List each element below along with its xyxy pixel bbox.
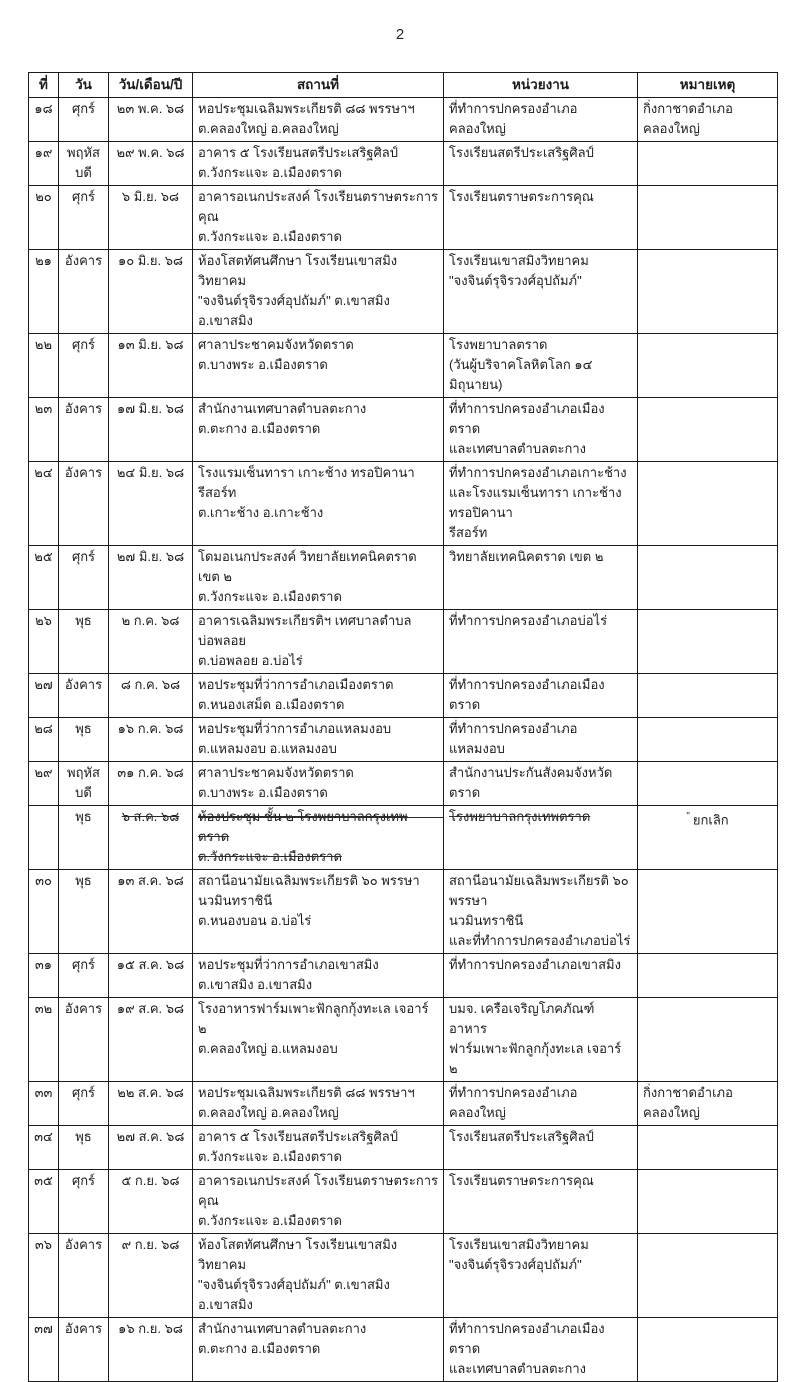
- cell-date: [109, 1318, 193, 1382]
- cell-agency: [444, 186, 638, 250]
- cell-place: [193, 250, 444, 334]
- table-row: [29, 98, 778, 142]
- text-line: หอประชุมที่ว่าการอำเภอเมืองตราด: [198, 677, 394, 692]
- cell-place: [193, 334, 444, 398]
- cell-no: ๒๗: [29, 674, 59, 718]
- cell-date: [109, 998, 193, 1082]
- cell-remark: [638, 998, 778, 1082]
- cell-day: ศุกร์: [59, 954, 109, 998]
- text-line: ที่ทำการปกครองอำเภอเกาะช้าง: [449, 465, 627, 480]
- text-line: โรงเรียนสตรีประเสริฐศิลป์: [449, 1129, 594, 1144]
- text-line: ต.ตะกาง อ.เมืองตราด: [198, 421, 321, 436]
- cell-remark: [638, 1234, 778, 1318]
- cell-date: [109, 462, 193, 546]
- cell-place: [193, 186, 444, 250]
- text-line: ที่ทำการปกครองอำเภอเมืองตราด: [449, 1321, 605, 1356]
- text-line: สำนักงานประกันสังคมจังหวัดตราด: [449, 765, 613, 800]
- cell-remark: [638, 674, 778, 718]
- cell-day: พุธ: [59, 718, 109, 762]
- date-text: ๕ ก.ย. ๖๘: [121, 1173, 180, 1188]
- cell-no: ๒๒: [29, 334, 59, 398]
- text-line: [198, 847, 438, 867]
- column-header-agency: หน่วยงาน: [444, 73, 638, 98]
- text-line: ศาลาประชาคมจังหวัดตราด: [198, 337, 354, 352]
- cell-date: [109, 1126, 193, 1170]
- cell-no: ๓๒: [29, 998, 59, 1082]
- text-line: ห้องโสตทัศนศึกษา โรงเรียนเขาสมิงวิทยาคม: [198, 253, 398, 288]
- cell-no: ๓๐: [29, 870, 59, 954]
- text-line: ต.คลองใหญ่ อ.แหลมงอบ: [198, 1041, 338, 1056]
- cell-remark: [638, 546, 778, 610]
- table-row: [29, 250, 778, 334]
- cell-place: [193, 954, 444, 998]
- text-line: [198, 807, 438, 847]
- cell-day: อังคาร: [59, 1318, 109, 1382]
- cell-day: ศุกร์: [59, 98, 109, 142]
- text-line: โรงอาหารฟาร์มเพาะฟักลูกกุ้งทะเล เจอาร์ ๒: [198, 1001, 429, 1036]
- date-text: ๓๑ ก.ค. ๖๘: [117, 765, 184, 780]
- text-line: นวมินทราชินี: [449, 913, 524, 928]
- cell-no: ๒๙: [29, 762, 59, 806]
- cell-no: ๒๘: [29, 718, 59, 762]
- cell-agency: [444, 762, 638, 806]
- handwritten-mark: ": [686, 811, 690, 822]
- text-line: โรงเรียนตราษตระการคุณ: [449, 189, 594, 204]
- cell-day: ศุกร์: [59, 546, 109, 610]
- cell-agency: [444, 334, 638, 398]
- cell-agency: [444, 1126, 638, 1170]
- text-line: ที่ทำการปกครองอำเภอบ่อไร่: [449, 613, 608, 628]
- text-line: โรงแรมเซ็นทารา เกาะช้าง ทรอปิคานา รีสอร์ท: [198, 465, 415, 500]
- cell-no: ๓๖: [29, 1234, 59, 1318]
- cell-place: [193, 870, 444, 954]
- table-row: [29, 398, 778, 462]
- cell-no: ๑๙: [29, 142, 59, 186]
- cell-place: [193, 762, 444, 806]
- cell-agency: [444, 546, 638, 610]
- text-line: ที่ทำการปกครองอำเภอคลองใหญ่: [449, 1085, 578, 1120]
- date-text: ๒๗ ส.ค. ๖๘: [116, 1129, 185, 1144]
- cell-day: ศุกร์: [59, 1170, 109, 1234]
- text-line: ต.เขาสมิง อ.เขาสมิง: [198, 977, 313, 992]
- date-text: ๒ ก.ค. ๖๘: [121, 613, 180, 628]
- cell-no: ๒๔: [29, 462, 59, 546]
- cell-agency: [444, 250, 638, 334]
- text-line: หอประชุมที่ว่าการอำเภอเขาสมิง: [198, 957, 379, 972]
- column-header-day: วัน: [59, 73, 109, 98]
- text-line: วิทยาลัยเทคนิคตราด เขต ๒: [449, 549, 604, 564]
- text-line: (วันผู้บริจาคโลหิตโลก ๑๔ มิถุนายน): [449, 357, 593, 392]
- text-line: ต.เกาะช้าง อ.เกาะช้าง: [198, 505, 324, 520]
- struck-text: ห้องประชุม ชั้น ๒ โรงพยาบาลกรุงเทพตราด: [198, 809, 408, 844]
- text-line: ต.วังกระแจะ อ.เมืองตราด: [198, 165, 342, 180]
- cell-no: ๓๓: [29, 1082, 59, 1126]
- cell-day: พุธ: [59, 610, 109, 674]
- cell-remark: [638, 610, 778, 674]
- text-line: ต.คลองใหญ่ อ.คลองใหญ่: [198, 121, 339, 136]
- text-line: สถานีอนามัยเฉลิมพระเกียรติ ๖๐ พรรษา: [449, 873, 629, 908]
- cell-agency: [444, 870, 638, 954]
- cell-agency: [444, 142, 638, 186]
- cell-day: อังคาร: [59, 674, 109, 718]
- cell-agency: [444, 398, 638, 462]
- date-text: ๑๗ มิ.ย. ๖๘: [117, 401, 184, 416]
- cell-place: [193, 1126, 444, 1170]
- cell-day: ศุกร์: [59, 186, 109, 250]
- table-row-cancelled: [29, 806, 778, 870]
- table-row: [29, 546, 778, 610]
- date-text: ๙ ก.ย. ๖๘: [121, 1237, 180, 1252]
- text-line: บมจ. เครือเจริญโภคภัณฑ์อาหาร: [449, 1001, 595, 1036]
- date-text: ๒๙ พ.ค. ๖๘: [116, 145, 185, 160]
- cell-remark: [638, 806, 778, 870]
- text-line: ต.บางพระ อ.เมืองตราด: [198, 357, 328, 372]
- cell-place: [193, 718, 444, 762]
- cell-date: [109, 142, 193, 186]
- date-text: ๑๓ มิ.ย. ๖๘: [117, 337, 184, 352]
- cell-date: [109, 1170, 193, 1234]
- cell-date: [109, 610, 193, 674]
- column-header-date: วัน/เดือน/ปี: [109, 73, 193, 98]
- text-line: ต.บางพระ อ.เมืองตราด: [198, 785, 328, 800]
- text-line: อาคาร ๕ โรงเรียนสตรีประเสริฐศิลป์: [198, 1129, 398, 1144]
- cell-place: [193, 610, 444, 674]
- cell-day: อังคาร: [59, 462, 109, 546]
- struck-text: โรงพยาบาลกรุงเทพตราด: [449, 809, 591, 824]
- cell-no: [29, 806, 59, 870]
- date-text: ๒๓ พ.ค. ๖๘: [116, 101, 185, 116]
- text-line: ต.บ่อพลอย อ.บ่อไร่: [198, 653, 303, 668]
- text-line: และเทศบาลตำบลตะกาง: [449, 441, 587, 456]
- cell-no: ๓๔: [29, 1126, 59, 1170]
- page-number: 2: [395, 26, 405, 43]
- cell-agency: [444, 1234, 638, 1318]
- cell-date: [109, 334, 193, 398]
- cell-agency: [444, 610, 638, 674]
- text-line: ที่ทำการปกครองอำเภอเมืองตราด: [449, 401, 605, 436]
- cell-agency: [444, 1318, 638, 1382]
- cell-no: ๒๕: [29, 546, 59, 610]
- cell-place: [193, 98, 444, 142]
- table-row: [29, 142, 778, 186]
- text-line: โดมอเนกประสงค์ วิทยาลัยเทคนิคตราด เขต ๒: [198, 549, 417, 584]
- date-text: ๑๓ ส.ค. ๖๘: [117, 873, 184, 888]
- text-line: โรงเรียนตราษตระการคุณ: [449, 1173, 594, 1188]
- schedule-body: [29, 98, 778, 1382]
- cell-agency: [444, 954, 638, 998]
- table-row: [29, 334, 778, 398]
- cell-date: [109, 718, 193, 762]
- cell-remark: [638, 954, 778, 998]
- text-line: "จงจินต์รุจิรวงศ์อุปถัมภ์" ต.เขาสมิง อ.เขาสมิง: [198, 1277, 390, 1312]
- cell-day: ศุกร์: [59, 1082, 109, 1126]
- cell-place: [193, 806, 444, 870]
- cell-remark: [638, 462, 778, 546]
- cell-agency: [444, 998, 638, 1082]
- text-line: ต.วังกระแจะ อ.เมืองตราด: [198, 1213, 342, 1228]
- cell-agency: [444, 1082, 638, 1126]
- text-line: ห้องโสตทัศนศึกษา โรงเรียนเขาสมิงวิทยาคม: [198, 1237, 398, 1272]
- cell-date: [109, 1234, 193, 1318]
- cell-remark: [638, 250, 778, 334]
- text-line: ต.วังกระแจะ อ.เมืองตราด: [198, 229, 342, 244]
- cell-day: อังคาร: [59, 250, 109, 334]
- table-row: [29, 462, 778, 546]
- table-row: [29, 870, 778, 954]
- cell-agency: [444, 1170, 638, 1234]
- cell-remark: [638, 762, 778, 806]
- date-text: ๒๒ ส.ค. ๖๘: [117, 1085, 184, 1100]
- table-row: [29, 1126, 778, 1170]
- table-header-row: [29, 73, 778, 98]
- cell-place: [193, 398, 444, 462]
- cell-no: ๒๐: [29, 186, 59, 250]
- cell-agency: [444, 462, 638, 546]
- cell-remark: [638, 1082, 778, 1126]
- cell-no: ๒๑: [29, 250, 59, 334]
- text-line: โรงเรียนสตรีประเสริฐศิลป์: [449, 145, 594, 160]
- cell-remark: [638, 1318, 778, 1382]
- struck-text: ต.วังกระแจะ อ.เมืองตราด: [198, 849, 342, 864]
- cell-date: [109, 546, 193, 610]
- schedule-table: [28, 72, 778, 1382]
- text-line: และโรงแรมเซ็นทารา เกาะช้าง ทรอปิคานา: [449, 485, 622, 520]
- remark-text: ยกเลิก: [692, 812, 729, 828]
- table-row: [29, 998, 778, 1082]
- text-line: ต.คลองใหญ่ อ.คลองใหญ่: [198, 1105, 339, 1120]
- text-line: ที่ทำการปกครองอำเภอแหลมงอบ: [449, 721, 578, 756]
- table-row: [29, 1170, 778, 1234]
- text-line: อาคารเฉลิมพระเกียรติฯ เทศบาลตำบลบ่อพลอย: [198, 613, 412, 648]
- cell-date: [109, 762, 193, 806]
- text-line: และเทศบาลตำบลตะกาง: [449, 1361, 587, 1376]
- table-row: [29, 186, 778, 250]
- text-line: รีสอร์ท: [449, 525, 488, 540]
- cell-date: [109, 954, 193, 998]
- text-line: โรงพยาบาลตราด: [449, 337, 548, 352]
- cell-place: [193, 546, 444, 610]
- date-text: ๘ ก.ค. ๖๘: [120, 677, 181, 692]
- cell-remark: [638, 98, 778, 142]
- cell-day: ศุกร์: [59, 334, 109, 398]
- text-line: ต.วังกระแจะ อ.เมืองตราด: [198, 1149, 342, 1164]
- cell-place: [193, 142, 444, 186]
- text-line: ต.วังกระแจะ อ.เมืองตราด: [198, 589, 342, 604]
- text-line: กิ่งกาชาดอำเภอคลองใหญ่: [643, 101, 733, 136]
- table-row: [29, 610, 778, 674]
- cell-agency: [444, 718, 638, 762]
- cell-place: [193, 1082, 444, 1126]
- cell-no: ๓๑: [29, 954, 59, 998]
- date-text: ๑๕ ส.ค. ๖๘: [116, 957, 185, 972]
- text-line: ฟาร์มเพาะฟักลูกกุ้งทะเล เจอาร์ ๒: [449, 1041, 622, 1076]
- text-line: ต.ตะกาง อ.เมืองตราด: [198, 1341, 321, 1356]
- cell-remark: [638, 1170, 778, 1234]
- cell-remark: [638, 1126, 778, 1170]
- text-line: อาคาร ๕ โรงเรียนสตรีประเสริฐศิลป์: [198, 145, 398, 160]
- table-row: [29, 1234, 778, 1318]
- date-text: ๒๗ มิ.ย. ๖๘: [116, 549, 185, 564]
- cell-remark: [638, 334, 778, 398]
- cell-day: อังคาร: [59, 1234, 109, 1318]
- cell-date: [109, 674, 193, 718]
- cell-day: พุธ: [59, 870, 109, 954]
- cell-agency: [444, 674, 638, 718]
- text-line: ต.หนองบอน อ.บ่อไร่: [198, 913, 312, 928]
- cell-agency: [444, 98, 638, 142]
- cell-no: ๓๕: [29, 1170, 59, 1234]
- cell-date: [109, 186, 193, 250]
- cell-date: [109, 870, 193, 954]
- cell-place: [193, 674, 444, 718]
- text-line: ที่ทำการปกครองอำเภอคลองใหญ่: [449, 101, 578, 136]
- table-row: [29, 674, 778, 718]
- date-text: ๑๐ มิ.ย. ๖๘: [117, 253, 184, 268]
- table-row: [29, 718, 778, 762]
- cell-remark: [638, 718, 778, 762]
- text-line: "จงจินต์รุจิรวงศ์อุปถัมภ์" ต.เขาสมิง อ.เขาสมิง: [198, 293, 390, 328]
- table-row: [29, 762, 778, 806]
- cell-day: อังคาร: [59, 998, 109, 1082]
- date-text: ๑๙ ส.ค. ๖๘: [116, 1001, 185, 1016]
- cell-remark: [638, 870, 778, 954]
- cell-date: [109, 98, 193, 142]
- cell-place: [193, 998, 444, 1082]
- text-line: [643, 807, 772, 830]
- text-line: สำนักงานเทศบาลตำบลตะกาง: [198, 401, 367, 416]
- cell-remark: [638, 142, 778, 186]
- text-line: กิ่งกาชาดอำเภอคลองใหญ่: [643, 1085, 733, 1120]
- cell-remark: [638, 398, 778, 462]
- cell-no: ๒๖: [29, 610, 59, 674]
- text-line: หอประชุมเฉลิมพระเกียรติ ๘๘ พรรษาฯ: [198, 101, 415, 116]
- cell-agency: [444, 806, 638, 870]
- date-text: ๖ ส.ค. ๖๘: [121, 809, 180, 824]
- text-line: [449, 807, 632, 827]
- text-line: ที่ทำการปกครองอำเภอเขาสมิง: [449, 957, 621, 972]
- text-line: "จงจินต์รุจิรวงศ์อุปถัมภ์": [449, 1257, 582, 1272]
- cell-place: [193, 1170, 444, 1234]
- cell-day: พุธ: [59, 806, 109, 870]
- text-line: ศาลาประชาคมจังหวัดตราด: [198, 765, 354, 780]
- column-header-no: ที่: [29, 73, 59, 98]
- text-line: อาคารอเนกประสงค์ โรงเรียนตราษตระการคุณ: [198, 189, 438, 224]
- table-row: [29, 1318, 778, 1382]
- cell-date: [109, 398, 193, 462]
- text-line: สถานีอนามัยเฉลิมพระเกียรติ ๖๐ พรรษา: [198, 873, 420, 888]
- text-line: สำนักงานเทศบาลตำบลตะกาง: [198, 1321, 367, 1336]
- cell-day: อังคาร: [59, 398, 109, 462]
- text-line: ต.หนองเสม็ด อ.เมืองตราด: [198, 697, 345, 712]
- text-line: โรงเรียนเขาสมิงวิทยาคม: [449, 1237, 589, 1252]
- date-text: ๑๖ ก.ย. ๖๘: [118, 1321, 183, 1336]
- table-row: [29, 954, 778, 998]
- text-line: ที่ทำการปกครองอำเภอเมืองตราด: [449, 677, 605, 712]
- text-line: โรงเรียนเขาสมิงวิทยาคม: [449, 253, 589, 268]
- cell-place: [193, 1318, 444, 1382]
- cell-no: ๒๓: [29, 398, 59, 462]
- cell-day: พฤหัสบดี: [59, 142, 109, 186]
- text-line: หอประชุมที่ว่าการอำเภอแหลมงอบ: [198, 721, 392, 736]
- date-text: ๑๖ ก.ค. ๖๘: [117, 721, 184, 736]
- date-text: ๒๔ มิ.ย. ๖๘: [116, 465, 185, 480]
- column-header-place: สถานที่: [193, 73, 444, 98]
- cell-no: ๑๘: [29, 98, 59, 142]
- cell-place: [193, 462, 444, 546]
- cell-no: ๓๗: [29, 1318, 59, 1382]
- text-line: หอประชุมเฉลิมพระเกียรติ ๘๘ พรรษาฯ: [198, 1085, 415, 1100]
- cell-day: พฤหัสบดี: [59, 762, 109, 806]
- cell-place: [193, 1234, 444, 1318]
- cell-remark: [638, 186, 778, 250]
- table-row: [29, 1082, 778, 1126]
- text-line: นวมินทราชินี: [198, 893, 273, 908]
- text-line: ต.แหลมงอบ อ.แหลมงอบ: [198, 741, 337, 756]
- cell-date: [109, 250, 193, 334]
- cell-day: พุธ: [59, 1126, 109, 1170]
- column-header-remark: หมายเหตุ: [638, 73, 778, 98]
- text-line: และที่ทำการปกครองอำเภอบ่อไร่: [449, 933, 631, 948]
- cell-date: [109, 1082, 193, 1126]
- text-line: "จงจินต์รุจิรวงศ์อุปถัมภ์": [449, 273, 582, 288]
- cell-date: [109, 806, 193, 870]
- date-text: ๖ มิ.ย. ๖๘: [121, 189, 180, 204]
- text-line: อาคารอเนกประสงค์ โรงเรียนตราษตระการคุณ: [198, 1173, 438, 1208]
